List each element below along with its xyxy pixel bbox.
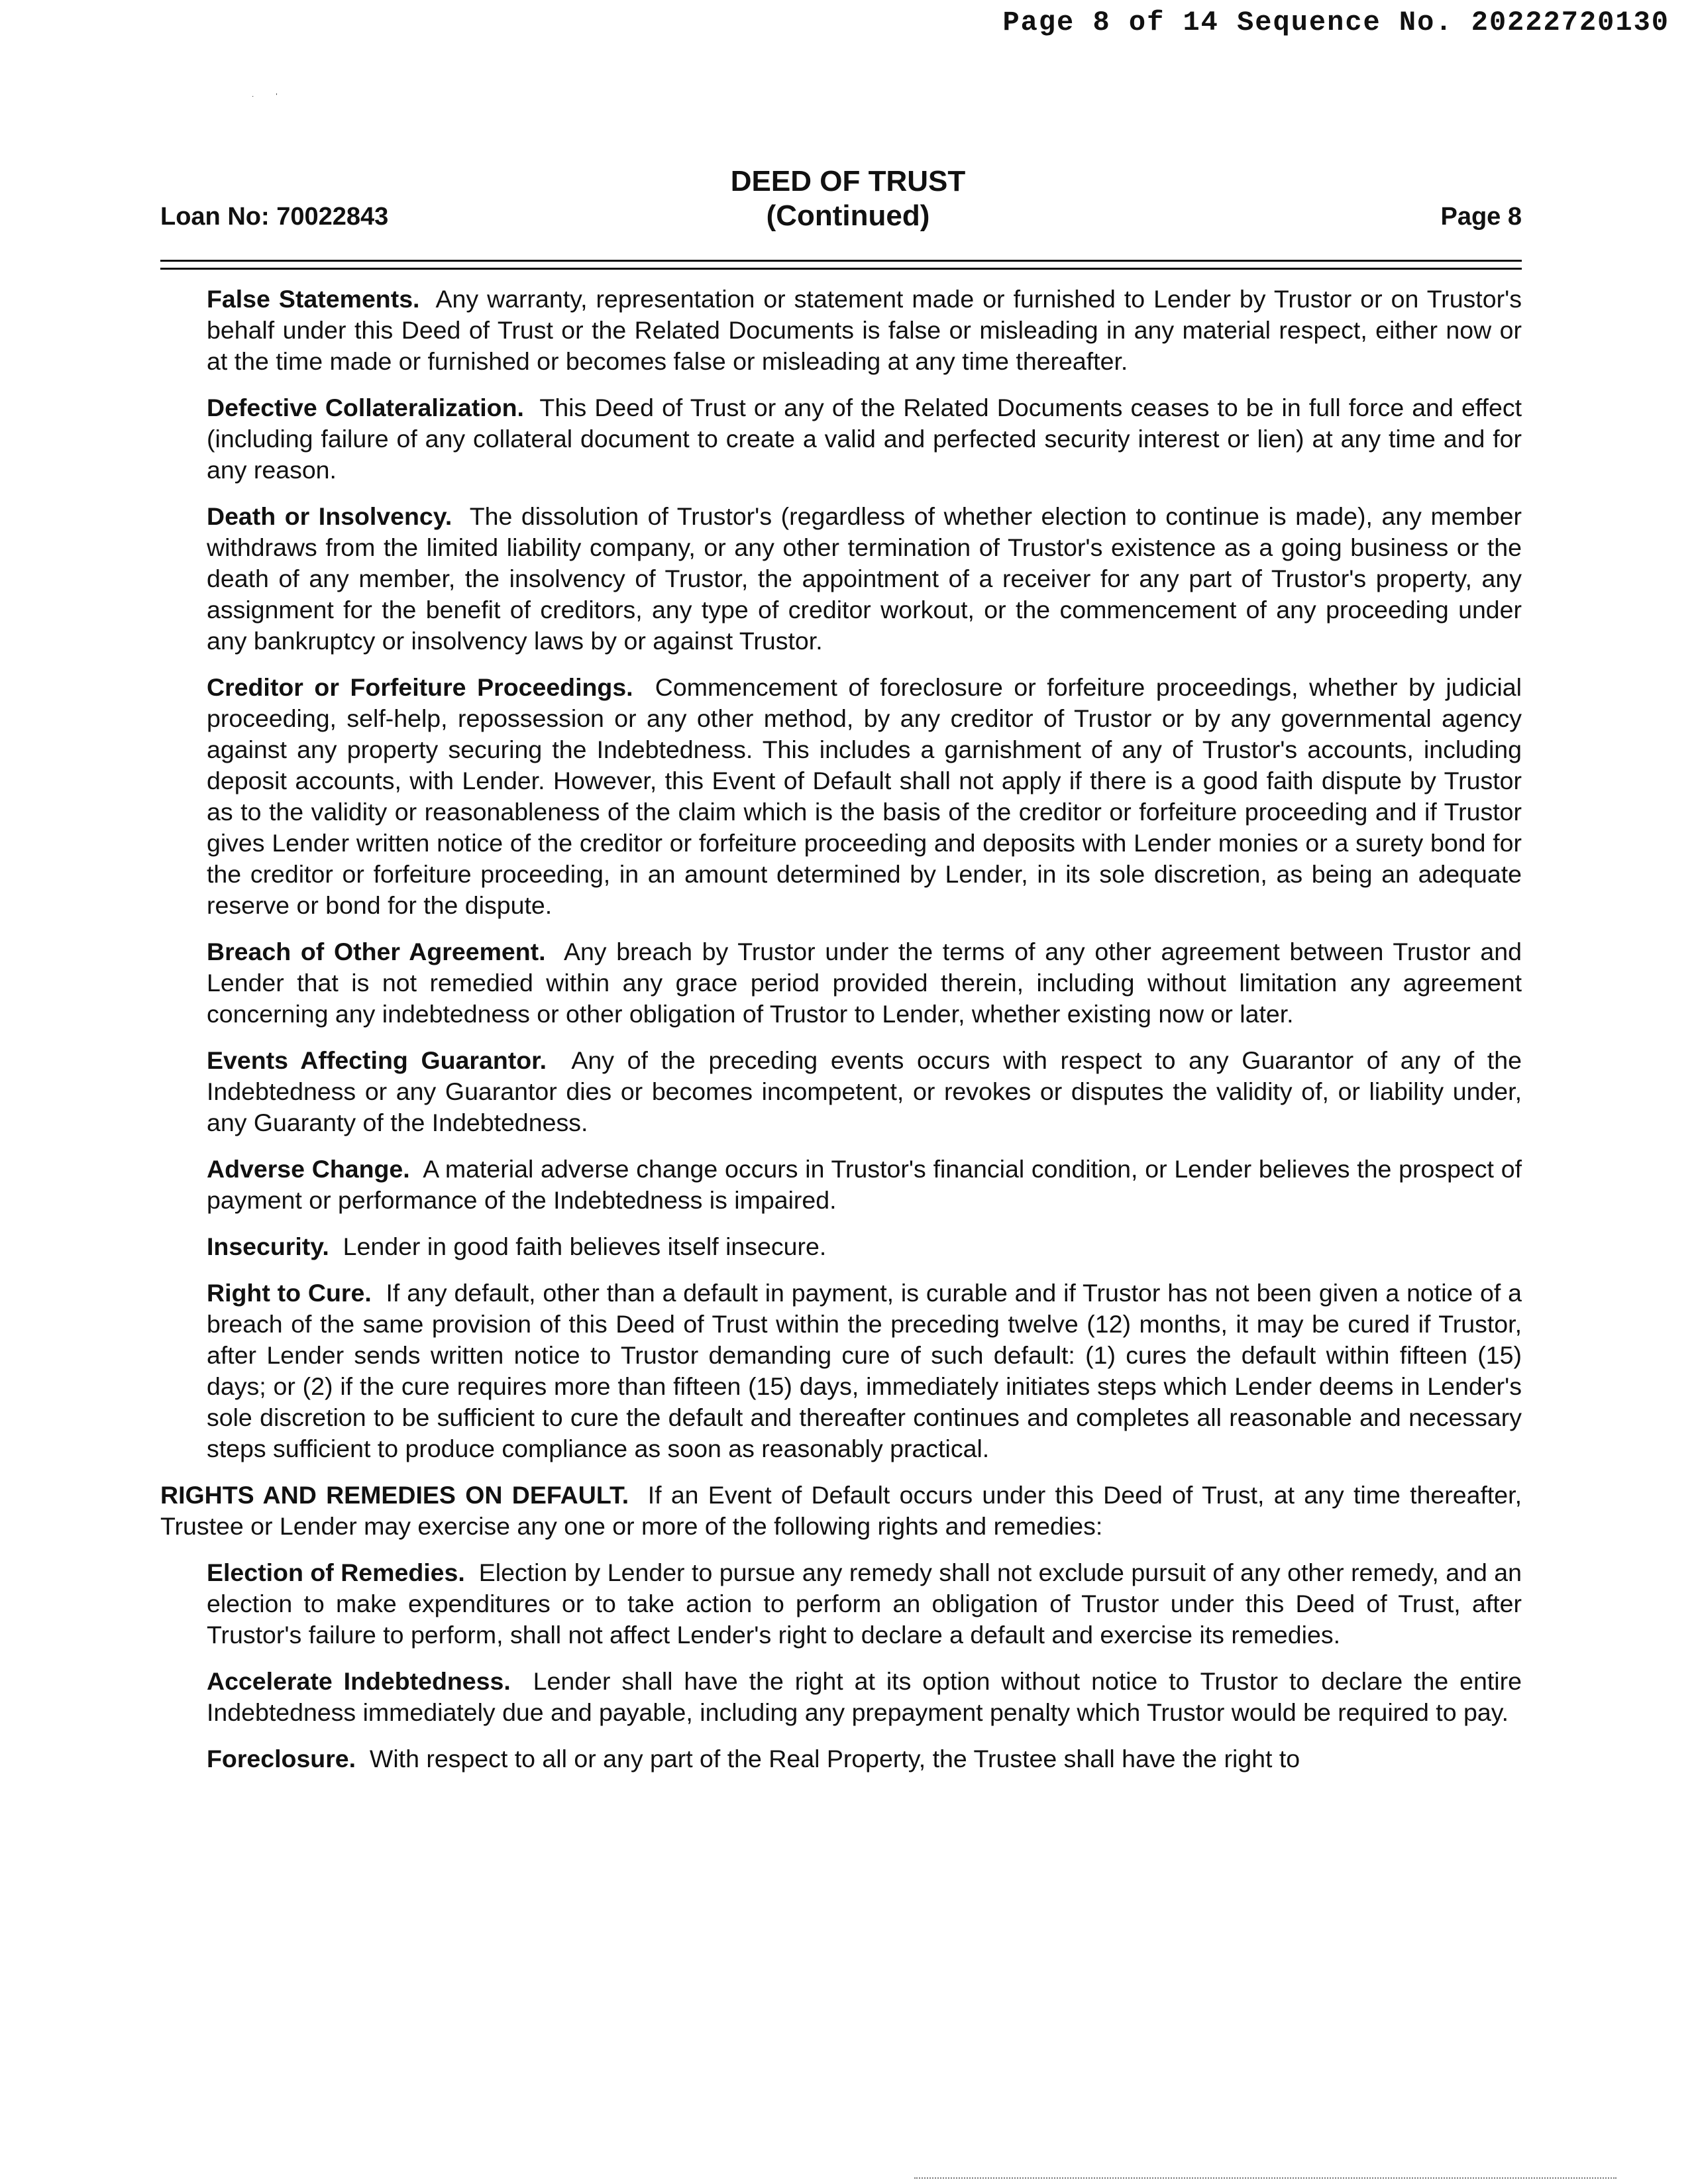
loan-number: Loan No: 70022843 bbox=[160, 203, 389, 231]
paragraph-text: With respect to all or any part of the Real Property, the Trustee shall have the right to bbox=[369, 1745, 1300, 1773]
paragraph-heading: Breach of Other Agreement. bbox=[207, 938, 546, 965]
paragraph-heading: Election of Remedies. bbox=[207, 1558, 465, 1586]
paragraph-text: The dissolution of Trustor's (regardless of whether election to continue is made), any member withdraws from the limited liability company, or any other termination of Trustor's existence as a going business or the death of any member, the insolvency of Trustor, the appointment of a receiver for any part of Trustor's property, any assignment for the benefit of creditors, any type of creditor workout, or the commencement of any proceeding under any bankruptcy or insolvency laws by or against Trustor. bbox=[207, 502, 1522, 655]
paragraph-text: Any of the preceding events occurs with respect to any Guarantor of any of the Indebtedness or any Guarantor dies or becomes incompetent, or revokes or disputes the validity of, or liability under, any Guaranty of the Indebtedness. bbox=[207, 1046, 1522, 1136]
paragraph-heading: Accelerate Indebtedness. bbox=[207, 1667, 511, 1695]
paragraph-text: Any warranty, representation or statement made or furnished to Lender by Trustor or on Trustor's behalf under this Deed of Trust or the Related Documents is false or misleading in any material respect, either now or at the time made or furnished or becomes false or misleading at any time thereafter. bbox=[207, 285, 1522, 375]
paragraph-events-affecting-guarantor bbox=[207, 1045, 1522, 1138]
section-rights-and-remedies bbox=[160, 1480, 1522, 1542]
header-rule-top bbox=[160, 260, 1522, 262]
paragraph-heading: Right to Cure. bbox=[207, 1279, 372, 1307]
paragraph-text: A material adverse change occurs in Trustor's financial condition, or Lender believes the prospect of payment or performance of the Indebtedness is impaired. bbox=[207, 1155, 1522, 1214]
paragraph-heading: Creditor or Forfeiture Proceedings. bbox=[207, 673, 633, 701]
paragraph-heading: Death or Insolvency. bbox=[207, 502, 452, 530]
paragraph-accelerate-indebtedness bbox=[207, 1666, 1522, 1728]
paragraph-text: This Deed of Trust or any of the Related Documents ceases to be in full force and effect (including failure of any collateral document to create a valid and perfected security interest or lien) at any time and for any reason. bbox=[207, 394, 1522, 484]
paragraph-text: Lender shall have the right at its option without notice to Trustor to declare the entire Indebtedness immediately due and payable, including any prepayment penalty which Trustor would be required to pay. bbox=[207, 1667, 1522, 1726]
section-heading: RIGHTS AND REMEDIES ON DEFAULT. bbox=[160, 1481, 629, 1509]
scan-specks: · ' bbox=[252, 93, 278, 100]
section-text: If an Event of Default occurs under this Deed of Trust, at any time thereafter, Trustee or Lender may exercise any one or more of the following rights and remedies: bbox=[160, 1481, 1522, 1540]
page-number: Page 8 bbox=[1440, 203, 1522, 231]
paragraph-creditor-forfeiture bbox=[207, 672, 1522, 921]
sequence-header: Page 8 of 14 Sequence No. 20222720130 bbox=[1002, 7, 1670, 38]
paragraph-heading: False Statements. bbox=[207, 285, 420, 313]
paragraph-heading: Defective Collateralization. bbox=[207, 394, 524, 421]
paragraph-text: If any default, other than a default in payment, is curable and if Trustor has not been given a notice of a breach of the same provision of this Deed of Trust within the preceding twelve (12) months, it may be cured if Trustor, after Lender sends written notice to Trustor demanding cure of such default: (1) cures the default within fifteen (15) days; or (2) if the cure requires more than fifteen (15) days, immediately initiates steps which Lender deems in Lender's sole discretion to be sufficient to cure the default and thereafter continues and completes all reasonable and necessary steps sufficient to produce compliance as soon as reasonably practical. bbox=[207, 1279, 1522, 1462]
document-body bbox=[160, 284, 1522, 1790]
paragraph-foreclosure bbox=[207, 1743, 1522, 1774]
paragraph-election-of-remedies bbox=[207, 1557, 1522, 1651]
document-title: DEED OF TRUST bbox=[730, 165, 966, 197]
header-rule-bottom bbox=[160, 268, 1522, 270]
paragraph-death-or-insolvency bbox=[207, 501, 1522, 657]
paragraph-insecurity bbox=[207, 1231, 1522, 1262]
paragraph-adverse-change bbox=[207, 1154, 1522, 1216]
paragraph-right-to-cure bbox=[207, 1278, 1522, 1464]
document-subtitle: (Continued) bbox=[766, 199, 930, 232]
paragraph-heading: Foreclosure. bbox=[207, 1745, 356, 1773]
paragraph-breach-other-agreement bbox=[207, 936, 1522, 1030]
paragraph-text: Election by Lender to pursue any remedy shall not exclude pursuit of any other remedy, and an election to make expenditures or to take action to perform an obligation of Trustor under this Deed of Trust, after Trustor's failure to perform, shall not affect Lender's right to declare a default and exercise its remedies. bbox=[207, 1558, 1522, 1649]
paragraph-heading: Adverse Change. bbox=[207, 1155, 410, 1183]
paragraph-false-statements bbox=[207, 284, 1522, 377]
paragraph-heading: Insecurity. bbox=[207, 1232, 329, 1260]
paragraph-text: Commencement of foreclosure or forfeiture proceedings, whether by judicial proceeding, self-help, repossession or any other method, by any creditor of Trustor or by any governmental agency against any property securing the Indebtedness. This includes a garnishment of any of Trustor's accounts, including deposit accounts, with Lender. However, this Event of Default shall not apply if there is a good faith dispute by Trustor as to the validity or reasonableness of the claim which is the basis of the creditor or forfeiture proceeding and if Trustor gives Lender written notice of the creditor or forfeiture proceeding and deposits with Lender monies or a surety bond for the creditor or forfeiture proceeding, in an amount determined by Lender, in its sole discretion, as being an adequate reserve or bond for the dispute. bbox=[207, 673, 1522, 919]
paragraph-defective-collateralization bbox=[207, 392, 1522, 486]
scan-footer-marks bbox=[914, 2172, 1616, 2179]
paragraph-text: Any breach by Trustor under the terms of any other agreement between Trustor and Lender that is not remedied within any grace period provided therein, including without limitation any agreement concerning any indebtedness or other obligation of Trustor to Lender, whether existing now or later. bbox=[207, 938, 1522, 1028]
paragraph-heading: Events Affecting Guarantor. bbox=[207, 1046, 547, 1074]
paragraph-text: Lender in good faith believes itself insecure. bbox=[343, 1232, 827, 1260]
